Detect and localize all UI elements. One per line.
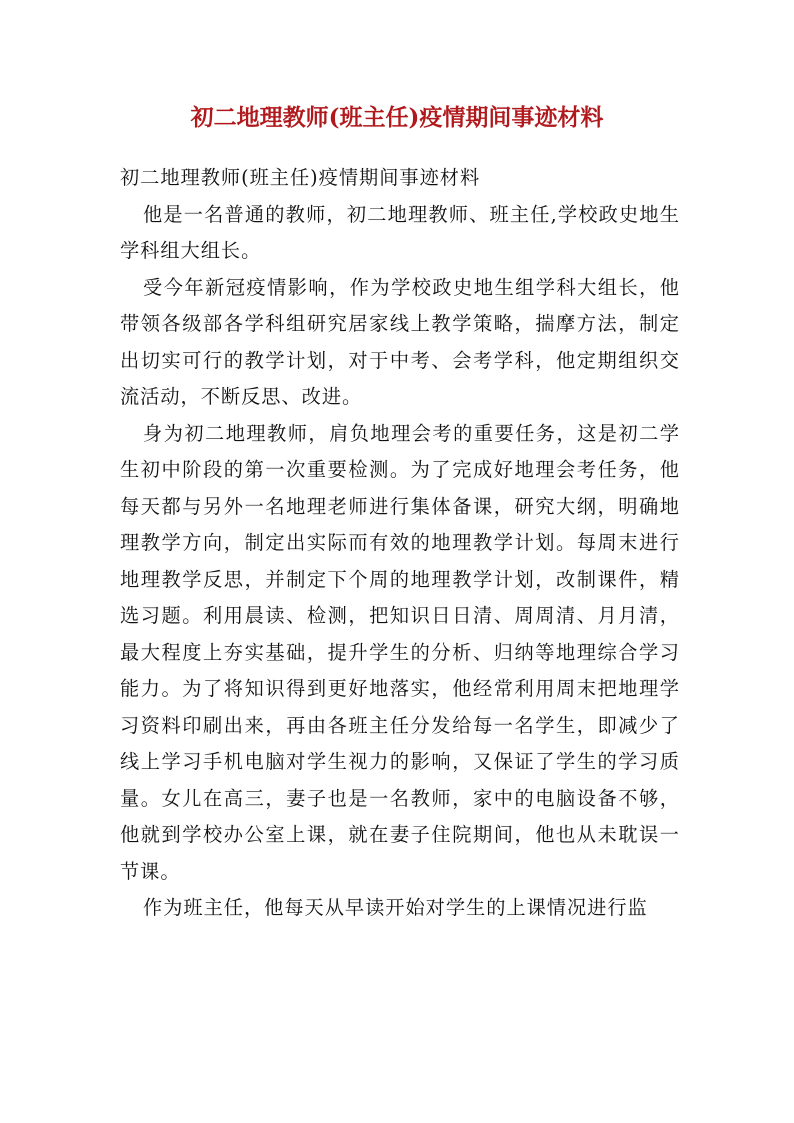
document-body	[120, 160, 680, 927]
paragraph-covid-planning: 受今年新冠疫情影响，作为学校政史地生组学科大组长，他带领各级部各学科组研究居家线上教学策略，揣摩方法，制定出切实可行的教学计划，对于中考、会考学科，他定期组织交流活动，不断反思、改进。	[120, 275, 680, 408]
paragraph-class-teacher: 作为班主任，他每天从早读开始对学生的上课情况进行监	[143, 896, 648, 919]
paragraph-intro: 他是一名普通的教师，初二地理教师、班主任,学校政史地生学科组大组长。	[120, 202, 680, 262]
document-subtitle: 初二地理教师(班主任)疫情期间事迹材料	[120, 166, 481, 189]
paragraph-geography-teaching: 身为初二地理教师，肩负地理会考的重要任务，这是初二学生初中阶段的第一次重要检测。为了完成好地理会考任务，他每天都与另外一名地理老师进行集体备课，研究大纲，明确地理教学方向，制定出实际而有效的地理教学计划。每周末进行地理教学反思，并制定下个周的地理教学计划，改制课件，精选习题。利用晨读、检测，把知识日日清、周周清、月月清，最大程度上夯实基础，提升学生的分析、归纳等地理综合学习能力。为了将知识得到更好地落实，他经常利用周末把地理学习资料印刷出来，再由各班主任分发给每一名学生，即减少了线上学习手机电脑对学生视力的影响，又保证了学生的学习质量。女儿在高三，妻子也是一名教师，家中的电脑设备不够，他就到学校办公室上课，就在妻子住院期间，他也从未耽误一节课。	[120, 421, 680, 883]
document-title: 初二地理教师(班主任)疫情期间事迹材料	[190, 104, 604, 131]
